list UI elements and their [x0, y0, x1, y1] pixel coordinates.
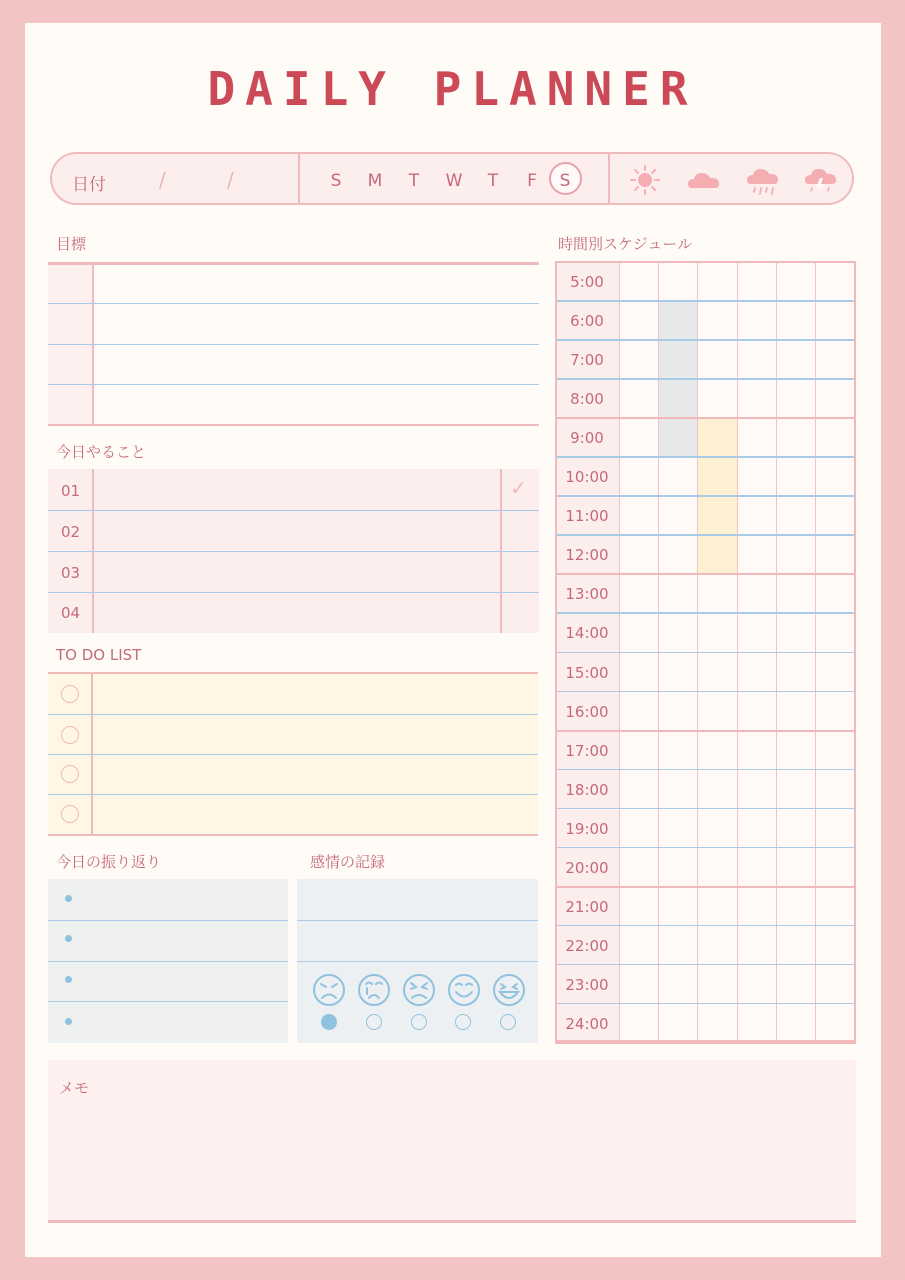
- today-row-number: 04: [61, 604, 81, 622]
- schedule-label: 時間別スケジュール: [558, 235, 693, 253]
- goals-label: 目標: [56, 235, 87, 253]
- emotion-option[interactable]: [366, 1014, 382, 1030]
- time-label: 16:00: [565, 702, 609, 721]
- divider: [608, 154, 610, 203]
- goals-number-column: [48, 265, 92, 425]
- date-slash: /: [159, 168, 166, 192]
- memo-label: メモ: [59, 1079, 90, 1097]
- laugh-face-icon: [494, 975, 524, 1005]
- time-label: 21:00: [565, 897, 609, 916]
- time-label: 10:00: [565, 468, 609, 487]
- time-label: 15:00: [565, 663, 609, 682]
- check-icon[interactable]: ✓: [510, 476, 527, 500]
- time-label: 19:00: [565, 819, 609, 838]
- time-label: 14:00: [565, 624, 609, 643]
- today-row-line: [48, 592, 539, 593]
- memo-bottom-border: [48, 1220, 856, 1223]
- memo-box[interactable]: [48, 1060, 856, 1221]
- grid-block-line: [555, 1042, 856, 1044]
- today-row-line: [48, 551, 539, 552]
- sun-icon[interactable]: [628, 164, 662, 196]
- emotion-option-selected[interactable]: [321, 1014, 337, 1030]
- emotion-option[interactable]: [455, 1014, 471, 1030]
- bullet-dot: [65, 895, 72, 902]
- today-label: 今日やること: [56, 443, 147, 461]
- todo-checkbox[interactable]: [61, 805, 79, 823]
- time-label: 11:00: [565, 507, 609, 526]
- time-label: 5:00: [570, 273, 604, 291]
- time-label: 13:00: [565, 585, 609, 604]
- reflection-row-line: [48, 961, 288, 962]
- bullet-dot: [65, 1018, 72, 1025]
- reflection-row-line: [48, 1001, 288, 1002]
- todo-checkbox[interactable]: [61, 685, 79, 703]
- time-label: 22:00: [565, 936, 609, 955]
- todo-checkbox[interactable]: [61, 726, 79, 744]
- today-row-number: 02: [61, 523, 81, 541]
- day-tuesday[interactable]: T: [408, 171, 420, 191]
- day-saturday[interactable]: S: [559, 171, 571, 191]
- day-friday[interactable]: F: [527, 171, 537, 191]
- emotion-faces: [311, 972, 531, 1008]
- day-thursday[interactable]: T: [487, 171, 499, 191]
- time-label: 20:00: [565, 858, 609, 877]
- time-label: 6:00: [570, 312, 604, 331]
- time-label: 9:00: [570, 429, 604, 448]
- day-sunday[interactable]: S: [330, 171, 342, 191]
- day-wednesday[interactable]: W: [445, 171, 463, 191]
- emotion-option[interactable]: [411, 1014, 427, 1030]
- frustrated-face-icon: [404, 975, 434, 1005]
- time-label: 7:00: [570, 351, 604, 370]
- time-label: 23:00: [565, 975, 609, 994]
- reflection-row-line: [48, 920, 288, 921]
- schedule-grid: [555, 261, 856, 1042]
- emotion-option[interactable]: [500, 1014, 516, 1030]
- time-label: 24:00: [565, 1014, 609, 1033]
- crying-face-icon: [359, 975, 389, 1005]
- bullet-dot: [65, 935, 72, 942]
- divider: [298, 154, 300, 203]
- thunder-icon[interactable]: [803, 164, 839, 198]
- schedule-border: [555, 261, 856, 1042]
- rain-icon[interactable]: [745, 164, 781, 198]
- bullet-dot: [65, 976, 72, 983]
- todo-row-line: [48, 714, 538, 715]
- cloud-icon[interactable]: [686, 164, 722, 196]
- day-monday[interactable]: M: [367, 171, 383, 191]
- emotion-row-line: [297, 920, 538, 921]
- reflection-label: 今日の振り返り: [56, 853, 162, 871]
- time-label: 8:00: [570, 390, 604, 409]
- todo-row-line: [48, 794, 538, 795]
- time-label: 18:00: [565, 780, 609, 799]
- todo-label: TO DO LIST: [56, 646, 142, 664]
- page-title: DAILY PLANNER: [207, 62, 698, 116]
- today-row-line: [48, 510, 539, 511]
- today-row-number: 03: [61, 564, 81, 582]
- emotion-row-line: [297, 961, 538, 962]
- todo-row-line: [48, 754, 538, 755]
- goals-input-area[interactable]: [94, 265, 539, 425]
- todo-checkbox[interactable]: [61, 765, 79, 783]
- time-label: 17:00: [565, 741, 609, 760]
- angry-face-icon: [314, 975, 344, 1005]
- smile-face-icon: [449, 975, 479, 1005]
- time-label: 12:00: [565, 546, 609, 565]
- date-slash: /: [227, 168, 234, 192]
- todo-bottom-border: [48, 834, 538, 836]
- today-row-number: 01: [61, 482, 81, 500]
- date-label: 日付: [72, 175, 106, 195]
- date-day-weather-bar: [50, 152, 854, 205]
- emotion-label: 感情の記録: [310, 853, 386, 871]
